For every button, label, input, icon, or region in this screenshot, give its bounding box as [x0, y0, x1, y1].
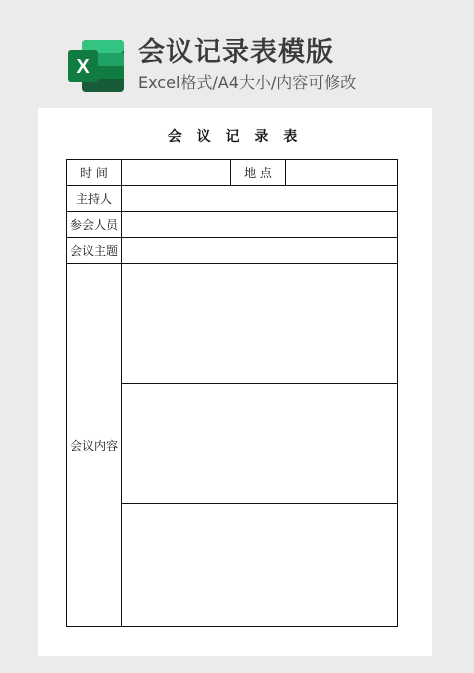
form-row-topic: [67, 238, 398, 264]
content-area: [122, 264, 398, 627]
form-row-host: [67, 186, 398, 212]
page-subtitle: Excel格式/A4大小/内容可修改: [138, 73, 357, 92]
host-label: 主持人: [67, 186, 122, 212]
content-field-2[interactable]: [122, 384, 397, 504]
form-row-time-location: [67, 160, 398, 186]
content-field-3[interactable]: [122, 504, 397, 626]
excel-logo-letter: X: [76, 56, 90, 78]
form-row-attendees: [67, 212, 398, 238]
attendees-label: 参会人员: [67, 212, 122, 238]
time-label: 时 间: [67, 160, 122, 186]
page-header: [0, 0, 474, 108]
host-field[interactable]: [122, 186, 398, 212]
topic-label: 会议主题: [67, 238, 122, 264]
meeting-record-form: [66, 159, 398, 627]
content-field-1[interactable]: [122, 264, 397, 384]
location-label: 地 点: [231, 160, 286, 186]
document-title: 会 议 记 录 表: [167, 129, 303, 145]
excel-logo-icon: [68, 40, 124, 92]
form-row-content: [67, 264, 398, 627]
attendees-field[interactable]: [122, 212, 398, 238]
topic-field[interactable]: [122, 238, 398, 264]
location-field[interactable]: [286, 160, 398, 186]
document-sheet: [38, 108, 432, 656]
time-field[interactable]: [122, 160, 231, 186]
page-title: 会议记录表模版: [138, 37, 334, 68]
content-label: 会议内容: [67, 264, 122, 627]
